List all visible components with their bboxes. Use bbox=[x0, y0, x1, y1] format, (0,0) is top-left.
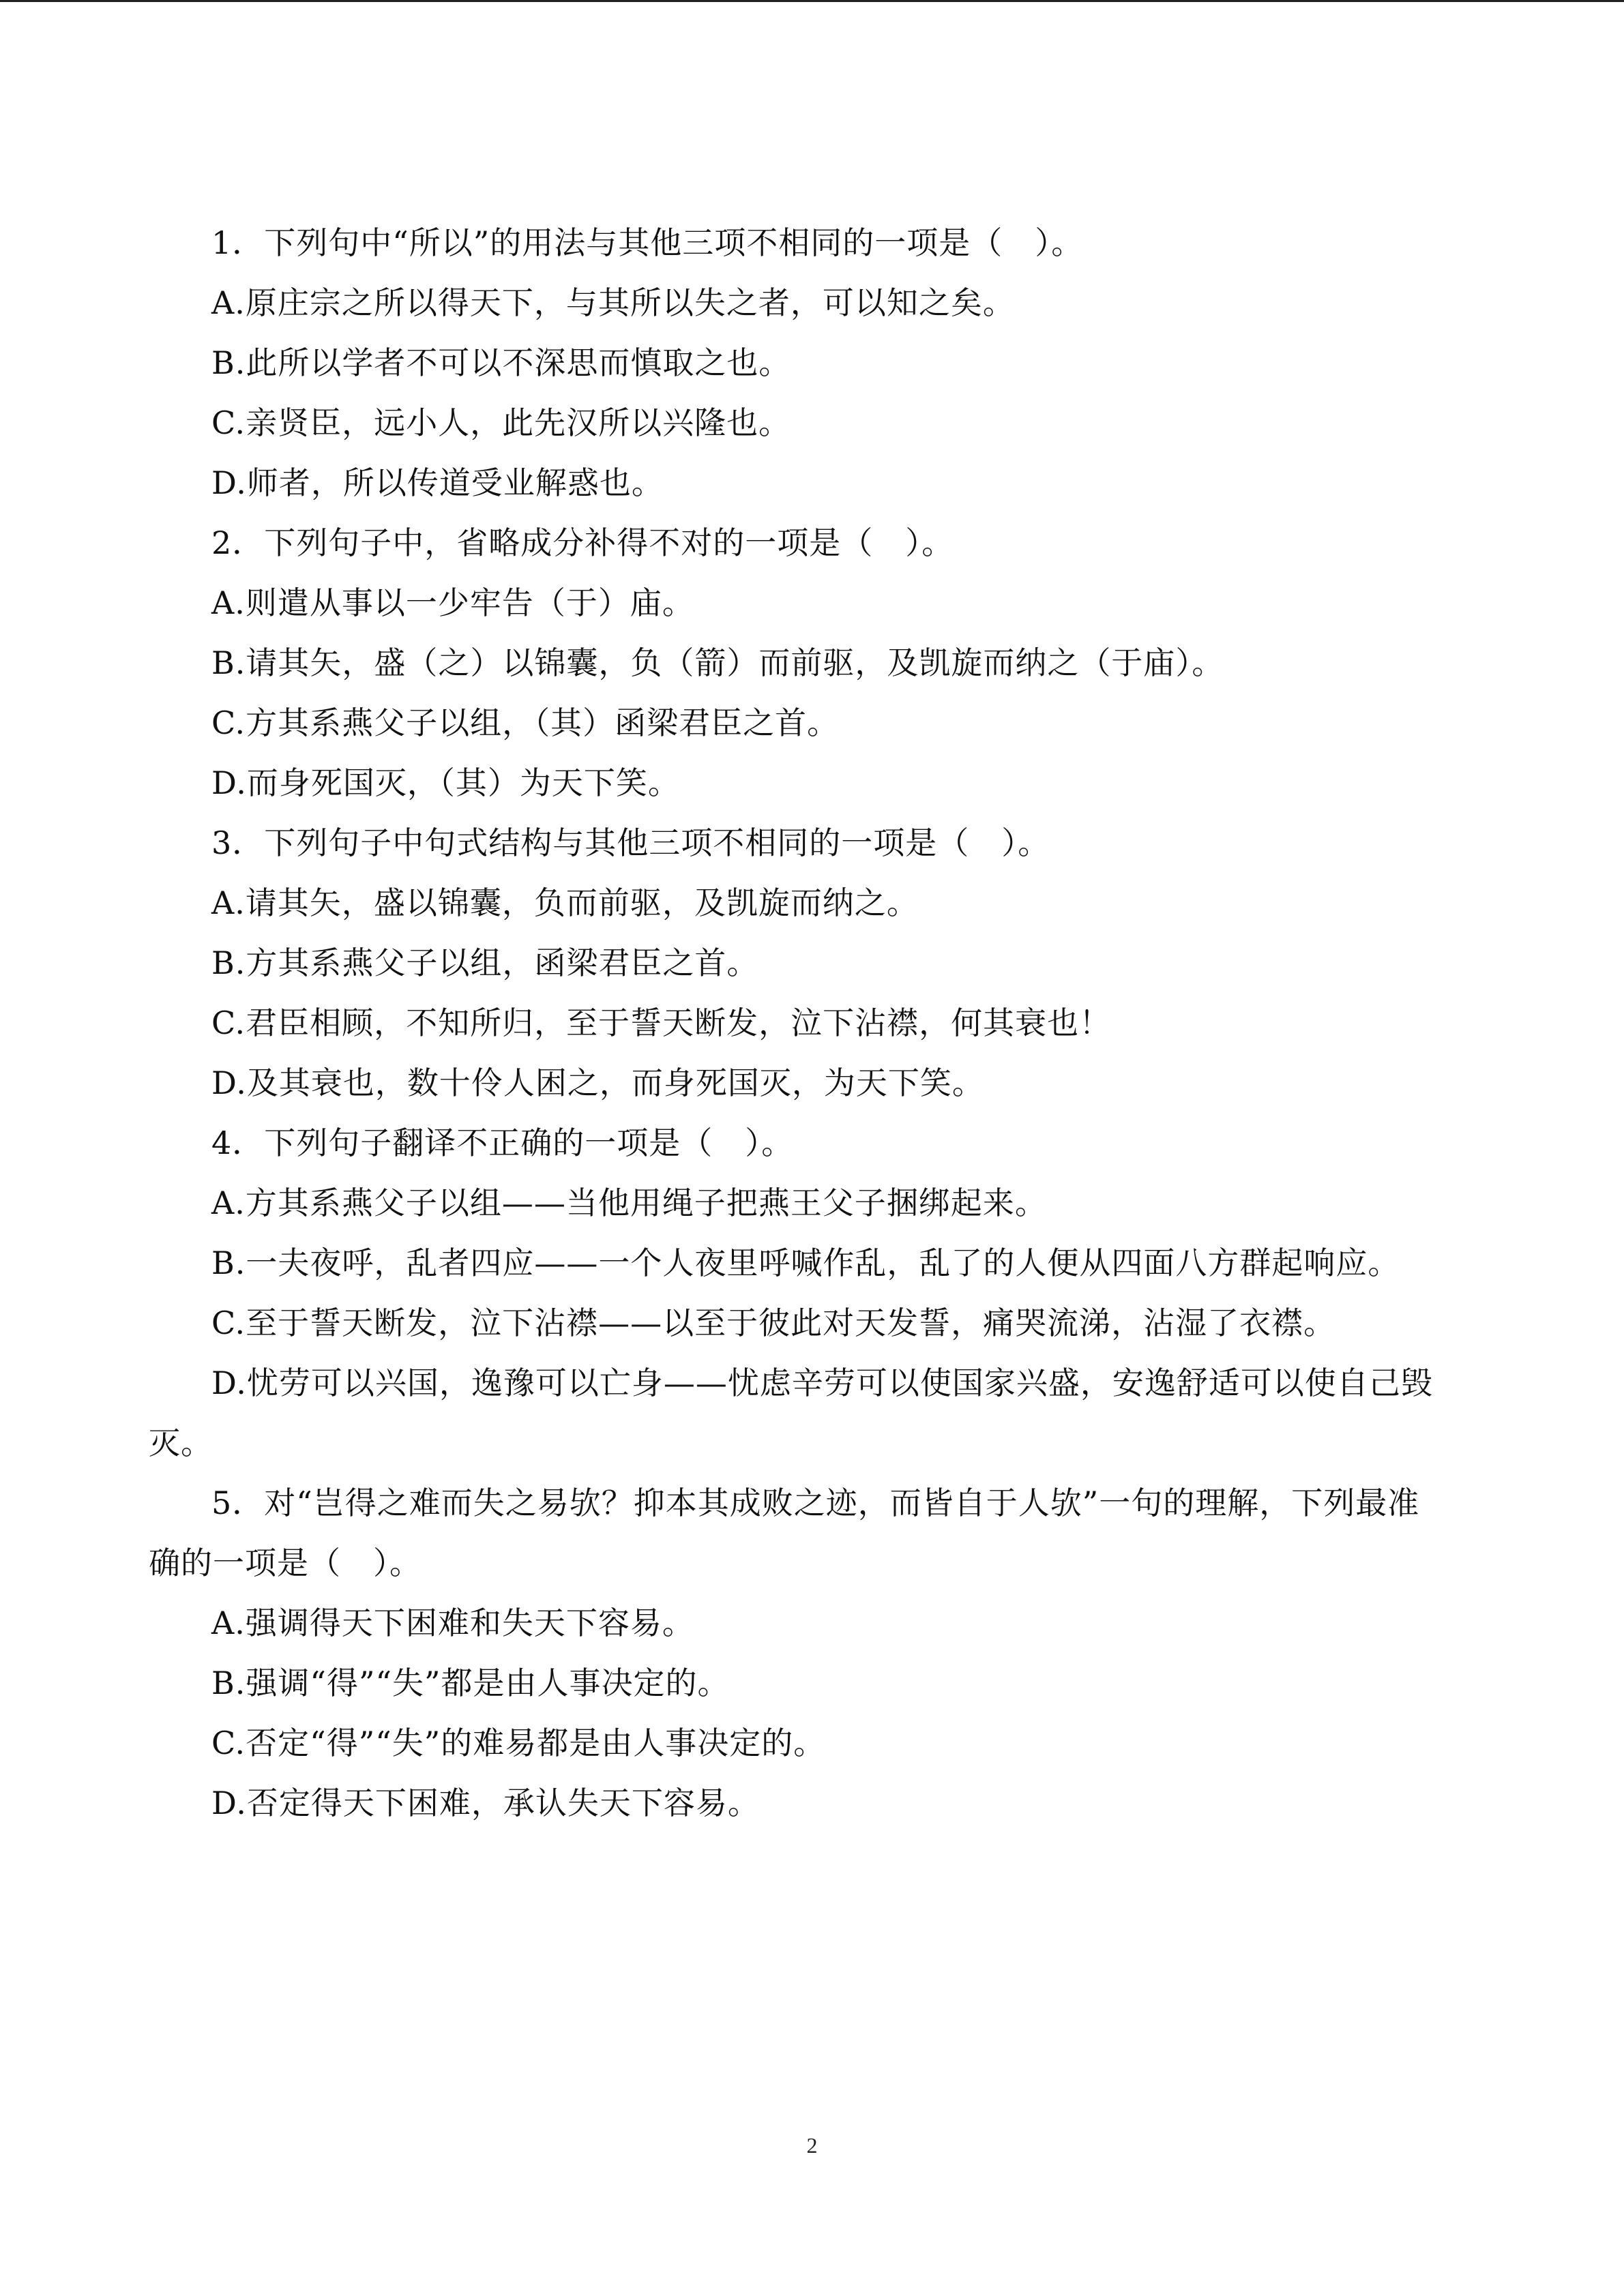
question-5-stem-continued: 确的一项是（ ）。 bbox=[149, 1545, 422, 1581]
question-4-option-c: C.至于誓天断发，泣下沾襟——以至于彼此对天发誓，痛哭流涕，沾湿了衣襟。 bbox=[211, 1304, 1336, 1341]
question-5-option-b: B.强调“得”“失”都是由人事决定的。 bbox=[211, 1665, 730, 1701]
question-4-stem: 4．下列句子翻译不正确的一项是（ ）。 bbox=[211, 1124, 794, 1161]
question-2-option-d: D.而身死国灭，（其）为天下笑。 bbox=[211, 764, 680, 801]
question-4-option-b: B.一夫夜呼，乱者四应——一个人夜里呼喊作乱，乱了的人便从四面八方群起响应。 bbox=[211, 1244, 1400, 1281]
question-2-option-a: A.则遣从事以一少牢告（于）庙。 bbox=[211, 584, 694, 621]
question-4-option-a: A.方其系燕父子以组——当他用绳子把燕王父子捆绑起来。 bbox=[211, 1184, 1047, 1221]
page-number: 2 bbox=[806, 2133, 818, 2158]
question-4-option-d-continued: 灭。 bbox=[149, 1425, 213, 1461]
question-5-option-d: D.否定得天下困难，承认失天下容易。 bbox=[211, 1785, 760, 1821]
question-3-option-d: D.及其衰也，数十伶人困之，而身死国灭，为天下笑。 bbox=[211, 1064, 984, 1101]
question-2-option-c: C.方其系燕父子以组，（其）函梁君臣之首。 bbox=[211, 704, 840, 741]
question-4-option-d: D.忧劳可以兴国，逸豫可以亡身——忧虑辛劳可以使国家兴盛，安逸舒适可以使自己毁 bbox=[211, 1365, 1433, 1401]
question-list bbox=[149, 213, 1499, 1833]
question-2-stem: 2．下列句子中，省略成分补得不对的一项是（ ）。 bbox=[211, 524, 954, 561]
question-3-option-a: A.请其矢，盛以锦囊，负而前驱，及凯旋而纳之。 bbox=[211, 884, 919, 921]
question-5-option-c: C.否定“得”“失”的难易都是由人事决定的。 bbox=[211, 1725, 826, 1761]
question-1-option-b: B.此所以学者不可以不深思而慎取之也。 bbox=[211, 344, 791, 381]
question-3-stem: 3．下列句子中句式结构与其他三项不相同的一项是（ ）。 bbox=[211, 824, 1050, 861]
question-3-option-c: C.君臣相顾，不知所归，至于誓天断发，泣下沾襟，何其衰也！ bbox=[211, 1004, 1112, 1041]
question-5-option-a: A.强调得天下困难和失天下容易。 bbox=[211, 1605, 694, 1641]
question-1-option-c: C.亲贤臣，远小人，此先汉所以兴隆也。 bbox=[211, 404, 791, 441]
question-3-option-b: B.方其系燕父子以组，函梁君臣之首。 bbox=[211, 944, 759, 981]
question-1-option-d: D.师者，所以传道受业解惑也。 bbox=[211, 464, 664, 501]
question-1-stem: 1．下列句中“所以”的用法与其他三项不相同的一项是（ ）。 bbox=[211, 224, 1084, 261]
question-5-stem: 5．对“岂得之难而失之易欤？抑本其成败之迹，而皆自于人欤”一句的理解，下列最准 bbox=[211, 1485, 1420, 1521]
question-1-option-a: A.原庄宗之所以得天下，与其所以失之者，可以知之矣。 bbox=[211, 284, 1015, 321]
top-border-line bbox=[0, 0, 1624, 2]
question-2-option-b: B.请其矢，盛（之）以锦囊，负（箭）而前驱，及凯旋而纳之（于庙）。 bbox=[211, 644, 1224, 681]
